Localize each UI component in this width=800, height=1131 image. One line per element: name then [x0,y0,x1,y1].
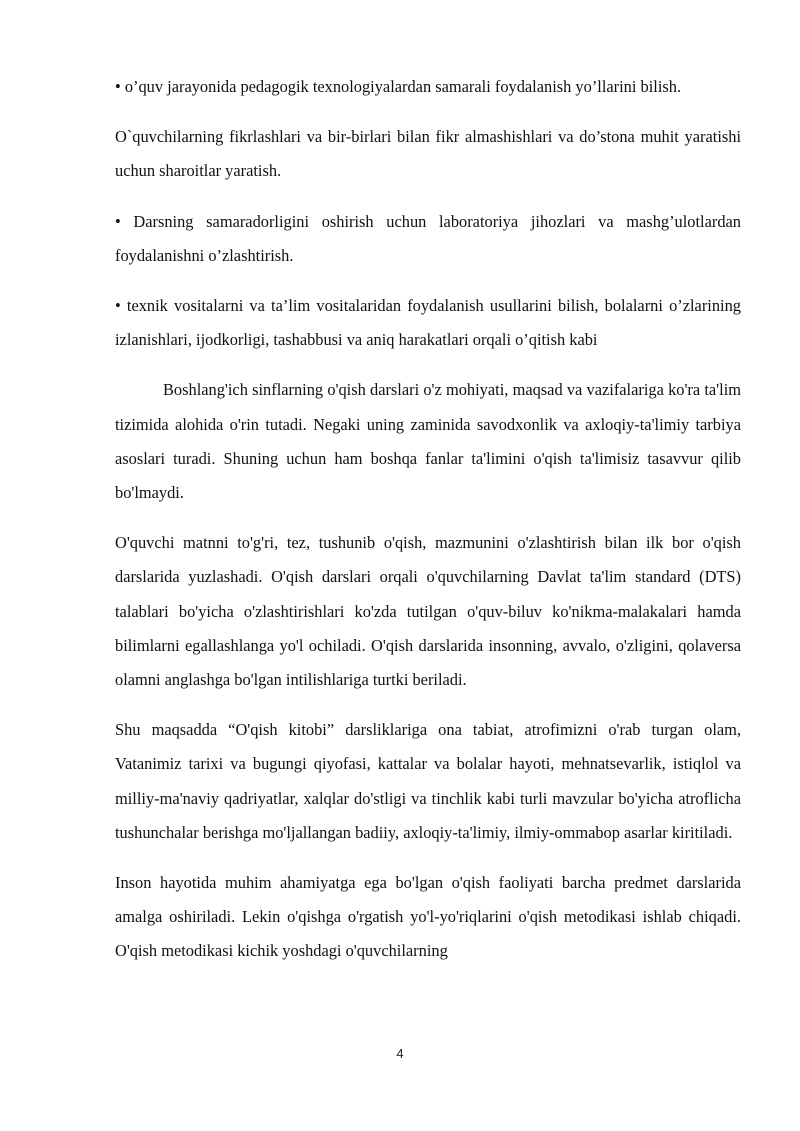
paragraph: Inson hayotida muhim ahamiyatga ega bo'lgan o'qish faoliyati barcha predmet darslarida amalga oshiriladi. Lekin o'qishga o'rgatish yo'l-yo'riqlarini o'qish metodikasi ishlab chiqadi. O'qish metodikasi kichik yoshdagi o'quvchilarning [115,873,741,961]
paragraph: O`quvchilarning fikrlashlari va bir-birlari bilan fikr almashishlari va do’stona muhit yaratishi uchun sharoitlar yaratish. [115,127,741,181]
bullet-paragraph: • Darsning samaradorligini oshirish uchun laboratoriya jihozlari va mashg’ulotlardan foydalanishni o’zlashtirish. [115,211,741,265]
page-number: 4 [396,1046,404,1061]
document-page [115,70,741,985]
bullet-paragraph: • texnik vositalarni va ta’lim vositalaridan foydalanish usullarini bilish, bolalarni o’zlarining izlanishlari, ijodkorligi, tashabbusi va aniq harakatlari orqali o’qitish kabi [115,296,741,350]
paragraph: Boshlang'ich sinflarning o'qish darslari o'z mohiyati, maqsad va vazifalariga ko'ra ta'lim tizimida alohida o'rin tutadi. Negaki uning zaminida savodxonlik va axloqiy-ta'limiy tarbiya asoslari turadi. Shuning uchun ham boshqa fanlar ta'limini o'qish ta'limisiz tasavvur qilib bo'lmaydi. [115,380,741,503]
bullet-paragraph: • o’quv jarayonida pedagogik texnologiyalardan samarali foydalanish yo’llarini bilish. [115,77,682,96]
paragraph: O'quvchi matnni to'g'ri, tez, tushunib o'qish, mazmunini o'zlashtirish bilan ilk bor o'qish darslarida yuzlashadi. O'qish darslari orqali o'quvchilarning Davlat ta'lim standard (DTS) talablari bo'yicha o'zlashtirishlari ko'zda tutilgan o'quv-biluv ko'nikma-malakalari hamda bilimlarni egallashlanga yo'l ochiladi. O'qish darslarida insonning, avvalo, o'zligini, qolaversa olamni anglashga bo'lgan intilishlariga turtki beriladi. [115,533,741,690]
paragraph: Shu maqsadda “O'qish kitobi” darsliklariga ona tabiat, atrofimizni o'rab turgan olam, Vatanimiz tarixi va bugungi qiyofasi, kattalar va bolalar hayoti, mehnatsevarlik, istiqlol va milliy-ma'naviy qadriyatlar, xalqlar do'stligi va tinchlik kabi turli mavzular bo'yicha atroflicha tushunchalar berishga mo'ljallangan badiiy, axloqiy-ta'limiy, ilmiy-ommabop asarlar kiritiladi. [115,720,741,842]
